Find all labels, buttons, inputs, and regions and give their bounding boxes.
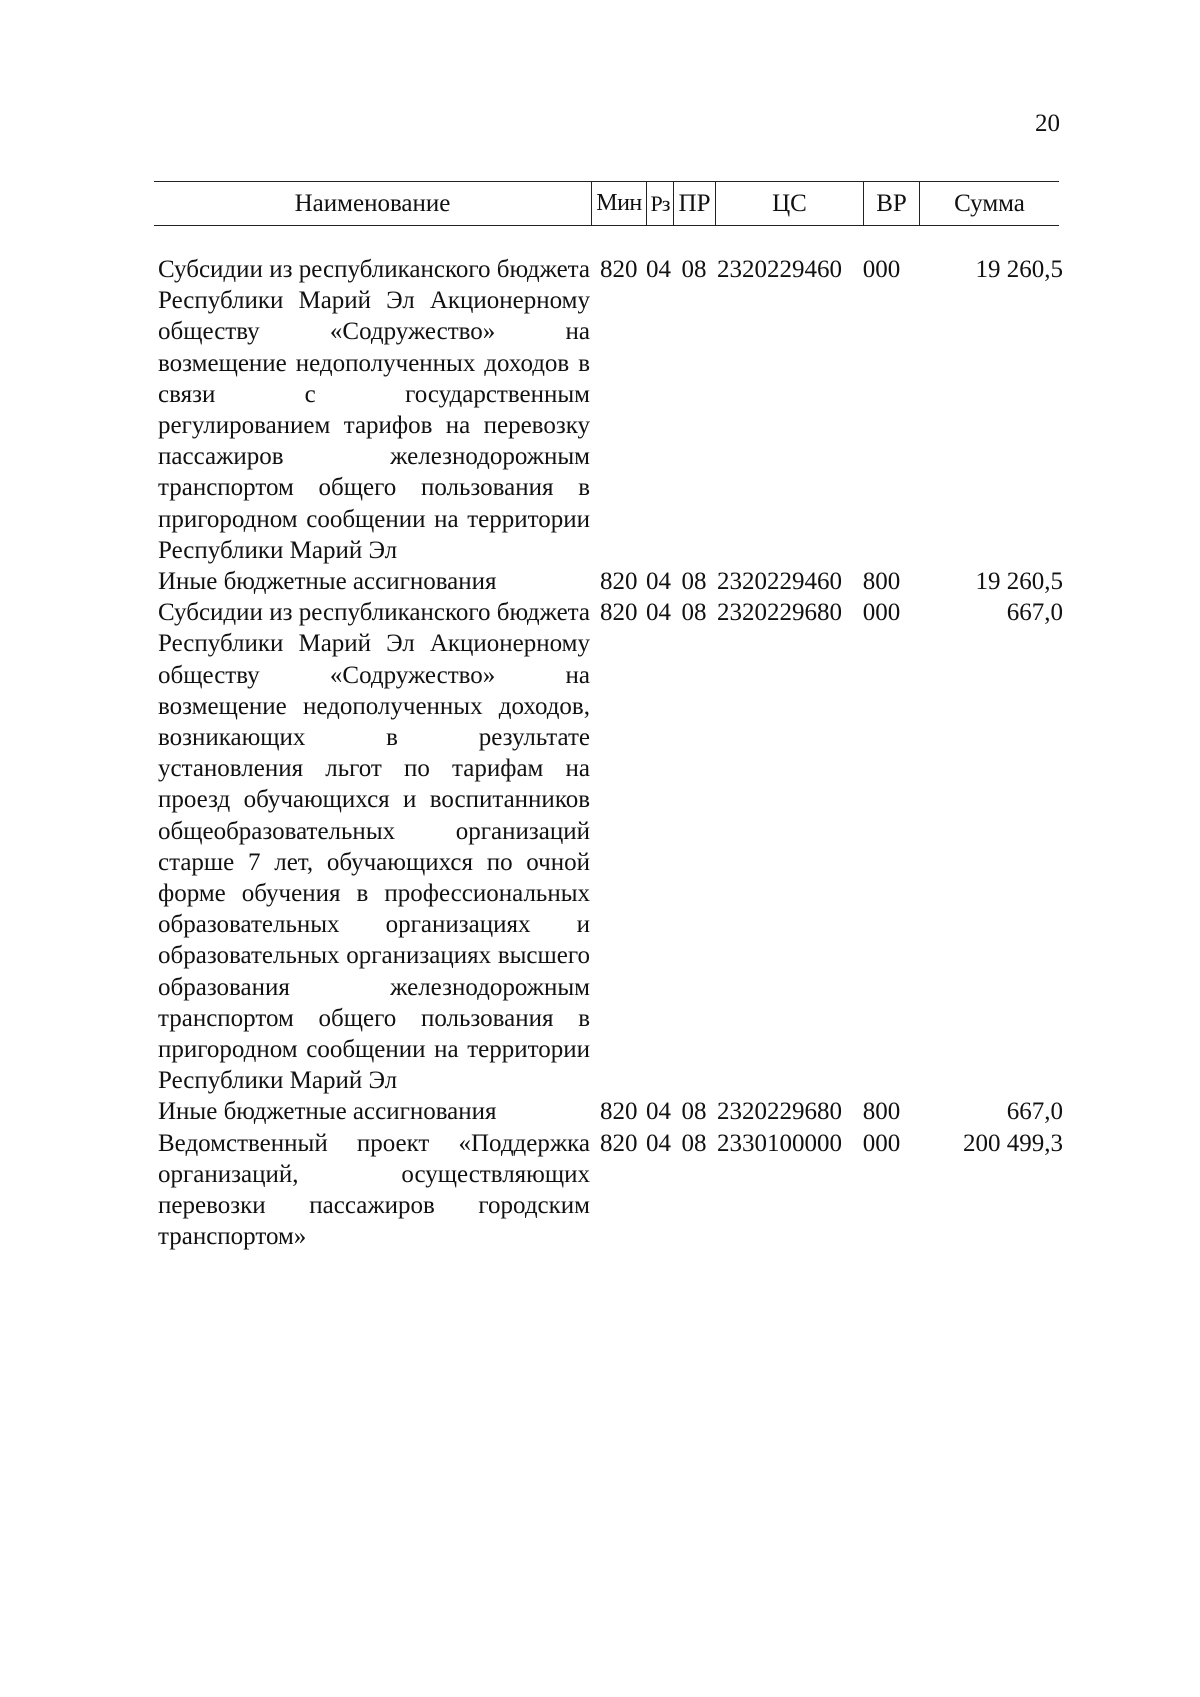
- row-name: Иные бюджетные ассигнования: [158, 568, 497, 596]
- row-vr: 000: [862, 599, 901, 627]
- row-vr: 800: [862, 1098, 901, 1126]
- row-min: 820: [600, 568, 638, 596]
- row-min: 820: [600, 256, 638, 283]
- row-codes: [590, 566, 903, 597]
- page-number: 20: [1035, 110, 1060, 137]
- row-sum: 19 260,5: [975, 256, 1063, 283]
- row-codes: [590, 1096, 903, 1127]
- row-sum: 667,0: [1006, 1098, 1063, 1126]
- row-pr: 08: [681, 1129, 707, 1157]
- header-name: Наименование: [294, 189, 451, 217]
- row-min: 820: [600, 599, 638, 627]
- row-sum: 200 499,3: [963, 1129, 1063, 1157]
- row-pr: 08: [681, 568, 707, 596]
- row-vr: 000: [862, 256, 901, 283]
- table-row: [158, 1096, 1063, 1127]
- row-rz: 04: [646, 1129, 672, 1157]
- table-body: [158, 254, 1063, 1253]
- row-min: 820: [600, 1129, 638, 1157]
- table-row: [158, 254, 1063, 566]
- row-rz: 04: [646, 256, 672, 283]
- row-pr: 08: [681, 599, 707, 627]
- row-codes: [590, 1128, 903, 1159]
- row-pr: 08: [681, 256, 707, 283]
- row-cs: 2330100000: [717, 1129, 842, 1157]
- row-name: Субсидии из республиканского бюджета Республики Марий Эл Акционерному обществу «Содружество» на возмещение недополученных доходов в связи с государственным регулированием тарифов на перевозку пассажиров железнодорожным транспортом общего пользования в пригородном сообщении на территории Республики Марий Эл: [158, 256, 590, 564]
- row-min: 820: [600, 1098, 638, 1126]
- row-cs: 2320229460: [717, 568, 842, 596]
- header-vr: ВР: [863, 182, 919, 225]
- row-cs: 2320229460: [717, 256, 842, 283]
- header-rz: Рз: [646, 182, 673, 225]
- row-vr: 800: [862, 568, 901, 596]
- row-rz: 04: [646, 568, 672, 596]
- row-rz: 04: [646, 599, 672, 627]
- header-sum: Сумма: [919, 182, 1059, 225]
- row-name: Ведомственный проект «Поддержка организаций, осуществляющих перевозки пассажиров городским транспортом»: [158, 1129, 590, 1251]
- row-vr: 000: [862, 1129, 901, 1157]
- row-name: Иные бюджетные ассигнования: [158, 1098, 497, 1126]
- table-row: [158, 1128, 1063, 1253]
- header-min: Мин: [591, 182, 646, 225]
- row-rz: 04: [646, 1098, 672, 1126]
- header-pr: ПР: [673, 182, 715, 225]
- table-row: [158, 597, 1063, 1096]
- header-cs: ЦС: [715, 182, 863, 225]
- row-codes: [590, 254, 903, 285]
- row-name: Субсидии из республиканского бюджета Республики Марий Эл Акционерному обществу «Содружество» на возмещение недополученных доходов, возникающих в результате установления льгот по тарифам на проезд обучающихся и воспитанников общеобразовательных организаций старше 7 лет, обучающихся по очной форме обучения в профессиональных образовательных организациях и образовательных организациях высшего образования железнодорожным транспортом общего пользования в пригородном сообщении на территории Республики Марий Эл: [158, 599, 590, 1095]
- row-codes: [590, 597, 903, 628]
- row-sum: 19 260,5: [975, 568, 1063, 596]
- table-row: [158, 566, 1063, 597]
- row-pr: 08: [681, 1098, 707, 1126]
- row-cs: 2320229680: [717, 1098, 842, 1126]
- row-sum: 667,0: [1006, 599, 1063, 627]
- table-header: [154, 181, 1059, 226]
- row-cs: 2320229680: [717, 599, 842, 627]
